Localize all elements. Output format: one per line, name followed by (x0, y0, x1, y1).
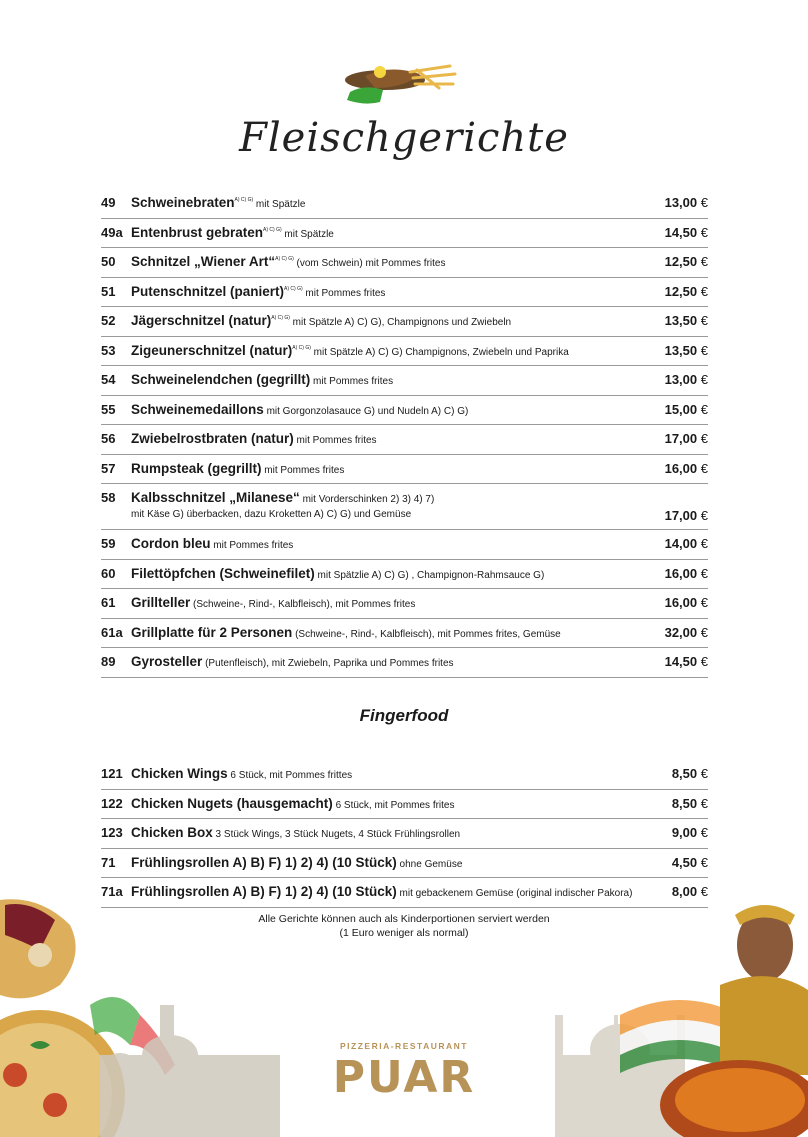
menu-item-row (101, 337, 708, 367)
main-dishes-list (101, 189, 708, 678)
fish-and-chips-illustration (335, 62, 465, 112)
price-value: 12,50 (664, 283, 698, 299)
allergen-codes: A) C) G) (275, 256, 294, 262)
item-description (131, 313, 638, 328)
item-name: Grillteller (131, 595, 191, 610)
item-description (131, 796, 638, 811)
item-price (665, 343, 708, 358)
currency-symbol: € (700, 283, 708, 299)
price-value: 13,00 (664, 195, 698, 210)
item-name: Putenschnitzel (paniert) (131, 283, 285, 299)
item-price (665, 536, 708, 551)
menu-item-row (101, 278, 708, 308)
allergen-codes: A) C) G) (292, 344, 311, 351)
currency-symbol: € (700, 313, 708, 328)
item-price (665, 461, 708, 476)
item-details: (Schweine-, Rind-, Kalbfleisch), mit Pommes frites (190, 599, 416, 610)
menu-item-row (101, 396, 708, 426)
price-value: 15,00 (664, 401, 698, 417)
item-description (131, 625, 638, 640)
item-price (665, 654, 708, 669)
item-details: ohne Gemüse (396, 858, 463, 870)
menu-item-row (101, 819, 708, 849)
item-number: 54 (101, 372, 116, 387)
item-name: Jägerschnitzel (natur) (131, 313, 272, 328)
price-value: 16,00 (664, 460, 698, 476)
item-description (131, 490, 638, 520)
currency-symbol: € (700, 854, 708, 870)
item-details: 6 Stück, mit Pommes frittes (227, 770, 353, 781)
item-name: Chicken Nugets (hausgemacht) (131, 795, 333, 811)
item-price (665, 566, 708, 581)
item-description (131, 566, 638, 581)
item-name: Entenbrust gebraten (131, 224, 264, 240)
currency-symbol: € (700, 654, 708, 669)
price-value: 8,50 (671, 795, 698, 811)
price-value: 4,50 (671, 854, 698, 870)
item-number: 49 (101, 195, 116, 210)
currency-symbol: € (700, 565, 708, 581)
price-value: 13,50 (664, 313, 698, 328)
item-details: mit Spätzle A) C) G) Champignons, Zwiebeln und Paprika (310, 346, 569, 358)
menu-item-row (101, 219, 708, 249)
item-name: Grillplatte für 2 Personen (131, 624, 293, 640)
item-description (131, 855, 638, 870)
menu-item-row (101, 366, 708, 396)
menu-item-row (101, 248, 708, 278)
item-description (131, 195, 638, 210)
item-price (672, 766, 708, 781)
item-description (131, 343, 638, 358)
price-value: 14,00 (664, 536, 698, 551)
item-price (665, 431, 708, 446)
brand-logo: PUAR (332, 1052, 476, 1103)
item-number: 51 (101, 283, 116, 299)
item-description (131, 766, 638, 781)
currency-symbol: € (700, 460, 708, 476)
item-number: 56 (101, 431, 116, 446)
currency-symbol: € (700, 431, 708, 446)
currency-symbol: € (700, 195, 708, 210)
allergen-codes: A) C) G) (263, 226, 282, 233)
price-value: 14,50 (664, 224, 698, 240)
menu-item-row (101, 849, 708, 879)
currency-symbol: € (700, 536, 708, 551)
allergen-codes: A) C) G) (271, 315, 290, 321)
currency-symbol: € (700, 342, 708, 358)
item-price (665, 402, 708, 417)
item-price (665, 595, 708, 610)
allergen-codes: A) C) G) (234, 197, 254, 203)
item-price (665, 225, 708, 240)
item-description (131, 825, 638, 840)
fingerfood-heading: Fingerfood (359, 706, 449, 725)
menu-item-row (101, 425, 708, 455)
item-price (665, 195, 708, 210)
menu-item-row (101, 307, 708, 337)
item-number: 89 (101, 654, 116, 669)
currency-symbol: € (700, 224, 708, 240)
item-description (131, 595, 638, 610)
item-description (131, 654, 638, 669)
item-name: Schnitzel „Wiener Art“ (131, 254, 276, 269)
item-price (665, 313, 708, 328)
item-details: mit Vorderschinken 2) 3) 4) 7) (299, 494, 435, 505)
currency-symbol: € (700, 795, 708, 811)
currency-symbol: € (700, 825, 708, 840)
item-details: mit Pommes frites (302, 287, 386, 299)
item-number: 61a (101, 624, 123, 640)
currency-symbol: € (700, 766, 708, 781)
item-number: 61 (101, 595, 116, 610)
item-details: mit Spätzle A) C) G), Champignons und Zwiebeln (289, 317, 512, 328)
currency-symbol: € (700, 624, 708, 640)
item-name: Filettöpfchen (Schweinefilet) (131, 565, 315, 581)
price-value: 8,00 (671, 884, 698, 899)
price-value: 14,50 (664, 654, 698, 669)
item-description (131, 461, 638, 476)
item-description (131, 536, 638, 551)
note-line-2: (1 Euro weniger als normal) (339, 927, 469, 939)
price-value: 9,00 (671, 825, 698, 840)
currency-symbol: € (700, 508, 708, 523)
menu-item-row (101, 484, 708, 530)
item-price (672, 796, 708, 811)
currency-symbol: € (700, 595, 708, 610)
menu-item-row (101, 619, 708, 649)
currency-symbol: € (700, 884, 708, 899)
item-number: 55 (101, 401, 116, 417)
fingerfood-list (101, 760, 708, 908)
item-price (665, 372, 708, 387)
item-number: 59 (101, 536, 116, 551)
item-details-line2: mit Käse G) überbacken, dazu Kroketten A) C) G) und Gemüse (131, 509, 412, 520)
item-number: 71 (101, 854, 116, 870)
price-value: 13,50 (664, 342, 698, 358)
menu-item-row (101, 455, 708, 485)
item-number: 49a (101, 224, 123, 240)
item-details: 3 Stück Wings, 3 Stück Nugets, 4 Stück Frühlingsrollen (212, 829, 461, 840)
item-price (672, 825, 708, 840)
item-price (665, 254, 708, 269)
item-details: mit Pommes frites (210, 540, 294, 551)
currency-symbol: € (700, 372, 708, 387)
item-details: mit gebackenem Gemüse (original indischer Pakora) (396, 888, 633, 899)
currency-symbol: € (700, 254, 708, 269)
item-name: Chicken Wings (131, 766, 228, 781)
item-price (665, 625, 708, 640)
price-value: 17,00 (664, 508, 698, 523)
item-number: 121 (101, 766, 123, 781)
item-details: mit Spätzle (281, 228, 334, 240)
item-name: Schweinebraten (131, 195, 235, 210)
item-number: 50 (101, 254, 116, 269)
item-name: Zwiebelrostbraten (natur) (131, 431, 294, 446)
item-number: 58 (101, 490, 116, 505)
item-details: mit Spätzle (253, 199, 306, 210)
price-value: 16,00 (664, 595, 698, 610)
price-value: 8,50 (671, 766, 698, 781)
menu-item-row (101, 648, 708, 678)
item-name: Schweinemedaillons (131, 401, 264, 417)
item-details: mit Gorgonzolasauce G) und Nudeln A) C) G) (263, 405, 469, 417)
item-description (131, 225, 638, 240)
item-name: Gyrosteller (131, 654, 203, 669)
item-number: 57 (101, 460, 116, 476)
item-description (131, 284, 638, 299)
item-number: 123 (101, 825, 123, 840)
menu-item-row (101, 589, 708, 619)
price-value: 16,00 (664, 565, 698, 581)
item-price (665, 508, 708, 523)
item-details: (Schweine-, Rind-, Kalbfleisch), mit Pommes frites, Gemüse (292, 628, 561, 640)
item-name: Frühlingsrollen A) B) F) 1) 2) 4) (10 Stück) (131, 854, 397, 870)
price-value: 17,00 (664, 431, 698, 446)
item-name: Cordon bleu (131, 536, 211, 551)
menu-item-row (101, 760, 708, 790)
allergen-codes: A) C) G) (284, 285, 303, 292)
item-price (672, 855, 708, 870)
price-value: 12,50 (664, 254, 698, 269)
item-name: Zigeunerschnitzel (natur) (131, 342, 293, 358)
item-name: Schweinelendchen (gegrillt) (131, 372, 311, 387)
item-name: Rumpsteak (gegrillt) (131, 460, 262, 476)
item-number: 122 (101, 795, 123, 811)
menu-item-row (101, 790, 708, 820)
price-value: 13,00 (664, 372, 698, 387)
item-description (131, 372, 638, 387)
item-details: mit Pommes frites (293, 435, 377, 446)
item-price (665, 284, 708, 299)
item-details: (Putenfleisch), mit Zwiebeln, Paprika und Pommes frites (202, 658, 454, 669)
item-number: 71a (101, 884, 123, 899)
note-line-1: Alle Gerichte können auch als Kinderportionen serviert werden (258, 913, 550, 925)
item-description (131, 254, 638, 269)
currency-symbol: € (700, 401, 708, 417)
item-details: mit Pommes frites (310, 376, 394, 387)
item-name: Frühlingsrollen A) B) F) 1) 2) 4) (10 Stück) (131, 884, 397, 899)
brand-subtitle: PIZZERIA-RESTAURANT (340, 1041, 468, 1051)
menu-item-row (101, 560, 708, 590)
item-details: mit Spätzlie A) C) G) , Champignon-Rahmsauce G) (314, 569, 545, 581)
page-heading: Fleischgerichte (239, 115, 569, 161)
item-details: 6 Stück, mit Pommes frites (332, 799, 455, 811)
item-details: mit Pommes frites (261, 464, 345, 476)
item-description (131, 431, 638, 446)
item-number: 52 (101, 313, 116, 328)
item-number: 60 (101, 565, 116, 581)
item-name: Kalbsschnitzel „Milanese“ (131, 490, 300, 505)
item-details: (vom Schwein) mit Pommes frites (293, 258, 446, 269)
price-value: 32,00 (664, 624, 698, 640)
menu-item-row (101, 530, 708, 560)
item-number: 53 (101, 342, 116, 358)
item-description (131, 402, 638, 417)
menu-item-row (101, 189, 708, 219)
item-name: Chicken Box (131, 825, 213, 840)
